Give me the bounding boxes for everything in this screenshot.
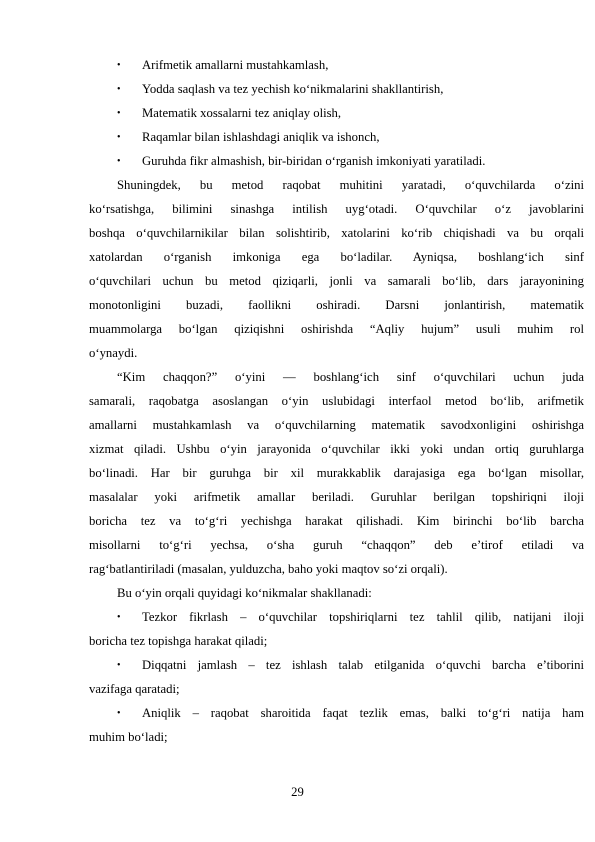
paragraph-line: o‘quvchilari uchun bu metod qiziqarli, jonli va samarali bo‘lib, dars jarayonining (89, 274, 584, 288)
paragraph-line: amallarni mustahkamlash va o‘quvchilarning matematik savodxonligini oshirishga (89, 418, 584, 432)
paragraph-line: misollarni to‘g‘ri yechsa, o‘sha guruh “chaqqon” deb e’tirof etiladi va (89, 538, 584, 552)
paragraph-line: monotonligini buzadi, faollikni oshiradi. Darsni jonlantirish, matematik (89, 298, 584, 312)
list-item-continuation: vazifaga qaratadi; (89, 682, 180, 696)
bullet-marker: • (117, 84, 121, 95)
bullet-marker: • (117, 612, 121, 623)
page-number: 29 (291, 785, 304, 799)
paragraph-line: bo‘linadi. Har bir guruhga bir xil murakkablik darajasiga ega bo‘lgan misollar, (89, 466, 584, 480)
paragraph-line: xizmat qiladi. Ushbu o‘yin jarayonida o‘quvchilar ikki yoki undan ortiq guruhlarga (89, 442, 584, 456)
list-item: Matematik xossalarni tez aniqlay olish, (142, 106, 342, 120)
paragraph-line: boricha tez va to‘g‘ri yechishga harakat qilishadi. Kim birinchi bo‘lib barcha (89, 514, 584, 528)
list-item-continuation: muhim bo‘ladi; (89, 730, 168, 744)
paragraph-line: boshqa o‘quvchilarnikilar bilan solishtirib, xatolarini ko‘rib chiqishadi va bu orqali (89, 226, 584, 240)
list-item: Raqamlar bilan ishlashdagi aniqlik va ishonch, (142, 130, 380, 144)
list-item: Guruhda fikr almashish, bir-biridan o‘rganish imkoniyati yaratiladi. (142, 154, 486, 168)
skills-intro: Bu o‘yin orqali quyidagi ko‘nikmalar shakllanadi: (117, 586, 372, 600)
paragraph-line: samarali, raqobatga asoslangan o‘yin uslubidagi interfaol metod bo‘lib, arifmetik (89, 394, 584, 408)
list-item: Aniqlik – raqobat sharoitida faqat tezlik emas, balki to‘g‘ri natija ham (142, 706, 584, 720)
paragraph-line: o‘ynaydi. (89, 346, 138, 360)
paragraph-line: xatolardan o‘rganish imkoniga ega bo‘ladilar. Ayniqsa, boshlang‘ich sinf (89, 250, 584, 264)
bullet-marker: • (117, 156, 121, 167)
paragraph-line: rag‘batlantiriladi (masalan, yulduzcha, baho yoki maqtov so‘zi orqali). (89, 562, 448, 576)
bullet-marker: • (117, 108, 121, 119)
list-item: Diqqatni jamlash – tez ishlash talab etilganida o‘quvchi barcha e’tiborini (142, 658, 584, 672)
paragraph-line: muammolarga bo‘lgan qiziqishni oshirishda “Aqliy hujum” usuli muhim rol (89, 322, 584, 336)
paragraph-line: “Kim chaqqon?” o‘yini — boshlang‘ich sinf o‘quvchilari uchun juda (117, 370, 584, 384)
bullet-marker: • (117, 60, 121, 71)
paragraph-line: Shuningdek, bu metod raqobat muhitini yaratadi, o‘quvchilarda o‘zini (117, 178, 584, 192)
paragraph-line: masalalar yoki arifmetik amallar beriladi. Guruhlar berilgan topshiriqni iloji (89, 490, 584, 504)
list-item-continuation: boricha tez topishga harakat qiladi; (89, 634, 268, 648)
bullet-marker: • (117, 708, 121, 719)
list-item: Arifmetik amallarni mustahkamlash, (142, 58, 329, 72)
list-item: Tezkor fikrlash – o‘quvchilar topshiriqlarni tez tahlil qilib, natijani iloji (142, 610, 584, 624)
bullet-marker: • (117, 660, 121, 671)
paragraph-line: ko‘rsatishga, bilimini sinashga intilish uyg‘otadi. O‘quvchilar o‘z javoblarini (89, 202, 584, 216)
list-item: Yodda saqlash va tez yechish ko‘nikmalarini shakllantirish, (142, 82, 444, 96)
bullet-marker: • (117, 132, 121, 143)
